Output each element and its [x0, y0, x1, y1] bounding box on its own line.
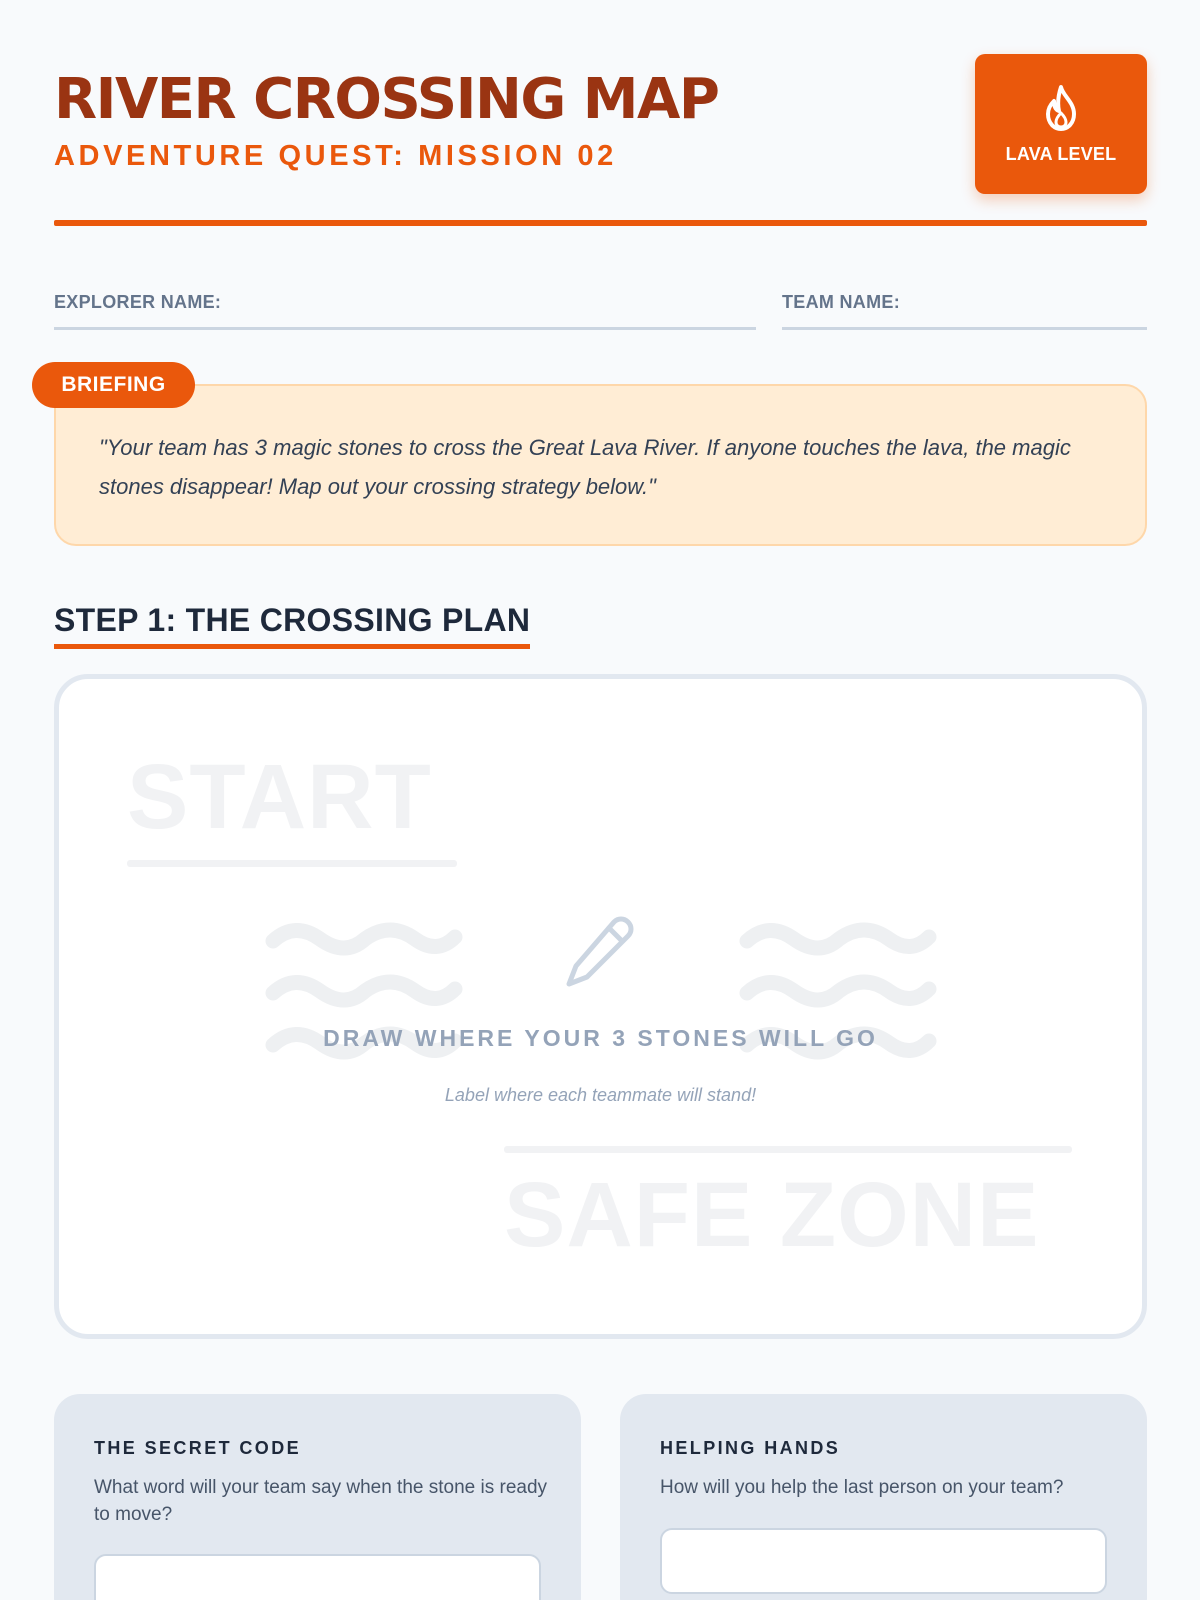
safe-zone-label: SAFE ZONE — [504, 1164, 1040, 1266]
secret-code-question: What word will your team say when the stone is ready to move? — [94, 1477, 548, 1525]
team-name-input[interactable] — [912, 288, 1147, 324]
helping-hands-question: How will you help the last person on your team? — [660, 1477, 1064, 1498]
header-divider — [54, 220, 1147, 226]
explorer-name-input[interactable] — [244, 288, 756, 324]
badge-label: LAVA LEVEL — [1005, 144, 1117, 164]
name-fields — [54, 288, 1147, 332]
page-subtitle: ADVENTURE QUEST: MISSION 02 — [54, 140, 617, 172]
start-zone-label: START — [127, 746, 432, 848]
helping-hands-input[interactable] — [660, 1528, 1107, 1594]
team-name-field — [782, 288, 1147, 330]
lava-level-badge — [975, 54, 1147, 194]
secret-code-input[interactable] — [94, 1554, 541, 1600]
helping-hands-card — [620, 1394, 1147, 1600]
worksheet — [54, 0, 1147, 1600]
drawing-area[interactable] — [54, 674, 1147, 1339]
safe-shore-line — [504, 1146, 1072, 1153]
secret-code-title: THE SECRET CODE — [94, 1438, 302, 1458]
briefing-tag: BRIEFING — [32, 362, 195, 408]
drawing-instruction: DRAW WHERE YOUR 3 STONES WILL GO — [323, 1025, 878, 1051]
briefing-text: "Your team has 3 magic stones to cross the Great Lava River. If anyone touches the lava, the magic stones disappear! Map out your crossing strategy below." — [99, 435, 1071, 499]
secret-code-card — [54, 1394, 581, 1600]
start-shore-line — [127, 860, 457, 867]
team-name-label: TEAM NAME: — [782, 292, 900, 312]
step-1-heading: STEP 1: THE CROSSING PLAN — [54, 604, 530, 649]
flame-icon — [1041, 84, 1081, 132]
helping-hands-title: HELPING HANDS — [660, 1438, 841, 1458]
drawing-hint: Label where each teammate will stand! — [444, 1085, 757, 1105]
explorer-name-field — [54, 288, 756, 330]
page-title: RIVER CROSSING MAP — [54, 67, 719, 132]
header — [54, 54, 1147, 224]
briefing-box — [54, 373, 1147, 546]
pencil-icon — [559, 914, 639, 994]
explorer-name-label: EXPLORER NAME: — [54, 292, 222, 312]
